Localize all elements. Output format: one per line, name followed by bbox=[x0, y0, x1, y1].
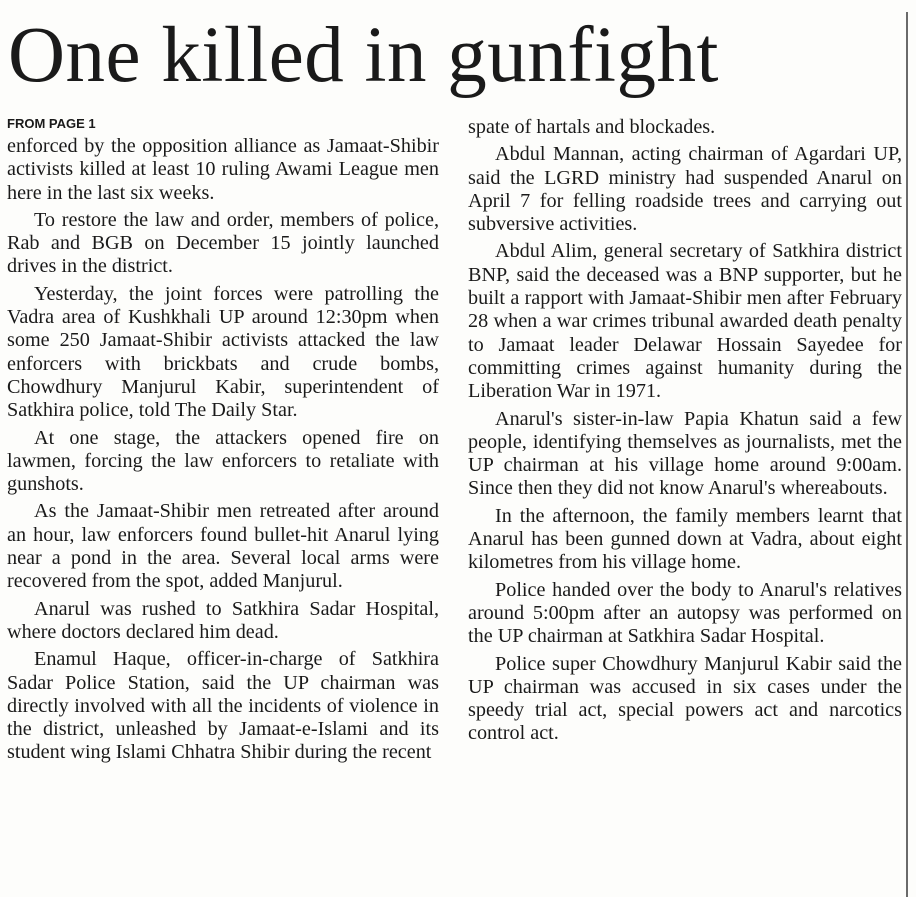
paragraph: Anarul was rushed to Satkhira Sadar Hospital, where doctors declared him dead. bbox=[7, 597, 439, 643]
paragraph: Yesterday, the joint forces were patrolling the Vadra area of Kushkhali UP around 12:30pm when some 250 Jamaat-Shibir activists attacked the law enforcers with brickbats and crude bombs, Chowdhury Manjurul Kabir, superintendent of Satkhira police, told The Daily Star. bbox=[7, 282, 439, 422]
paragraph: Police handed over the body to Anarul's relatives around 5:00pm after an autopsy was performed on the UP chairman at Satkhira Sadar Hospital. bbox=[468, 578, 902, 648]
kicker: FROM PAGE 1 bbox=[7, 116, 96, 131]
paragraph: Abdul Alim, general secretary of Satkhira district BNP, said the deceased was a BNP supporter, but he built a rapport with Jamaat-Shibir men after February 28 when a war crimes tribunal awarded death penalty to Jamaat leader Delawar Hossain Sayedee for committing crimes against humanity during the Liberation War in 1971. bbox=[468, 240, 902, 403]
paragraph: Enamul Haque, officer-in-charge of Satkhira Sadar Police Station, said the UP chairman was directly involved with all the incidents of violence in the district, unleashed by Jamaat-e-Islami and its student wing Islami Chhatra Shibir during the recent bbox=[7, 648, 439, 764]
paragraph: Anarul's sister-in-law Papia Khatun said a few people, identifying themselves as journalists, met the UP chairman at his village home around 9:00am. Since then they did not know Anarul's whereabouts. bbox=[468, 407, 902, 500]
paragraph: In the afternoon, the family members learnt that Anarul has been gunned down at Vadra, about eight kilometres from his village home. bbox=[468, 504, 902, 574]
paragraph: Police super Chowdhury Manjurul Kabir said the UP chairman was accused in six cases under the speedy trial act, special powers act and narcotics control act. bbox=[468, 652, 902, 745]
paragraph: spate of hartals and blockades. bbox=[468, 116, 716, 138]
column-rule bbox=[906, 12, 908, 897]
paragraph: At one stage, the attackers opened fire on lawmen, forcing the law enforcers to retaliate with gunshots. bbox=[7, 426, 439, 496]
left-column bbox=[7, 114, 439, 769]
right-column bbox=[468, 116, 902, 750]
paragraph: Abdul Mannan, acting chairman of Agardari UP, said the LGRD ministry had suspended Anarul on April 7 for felling roadside trees and carrying out subversive activities. bbox=[468, 143, 902, 236]
paragraph: To restore the law and order, members of police, Rab and BGB on December 15 jointly launched drives in the district. bbox=[7, 208, 439, 278]
paragraph: enforced by the opposition alliance as Jamaat-Shibir activists killed at least 10 ruling Awami League men here in the last six weeks. bbox=[7, 135, 439, 204]
headline: One killed in gunfight bbox=[8, 12, 719, 99]
paragraph: As the Jamaat-Shibir men retreated after around an hour, law enforcers found bullet-hit Anarul lying near a pond in the area. Several local arms were recovered from the spot, added Manjurul. bbox=[7, 500, 439, 593]
